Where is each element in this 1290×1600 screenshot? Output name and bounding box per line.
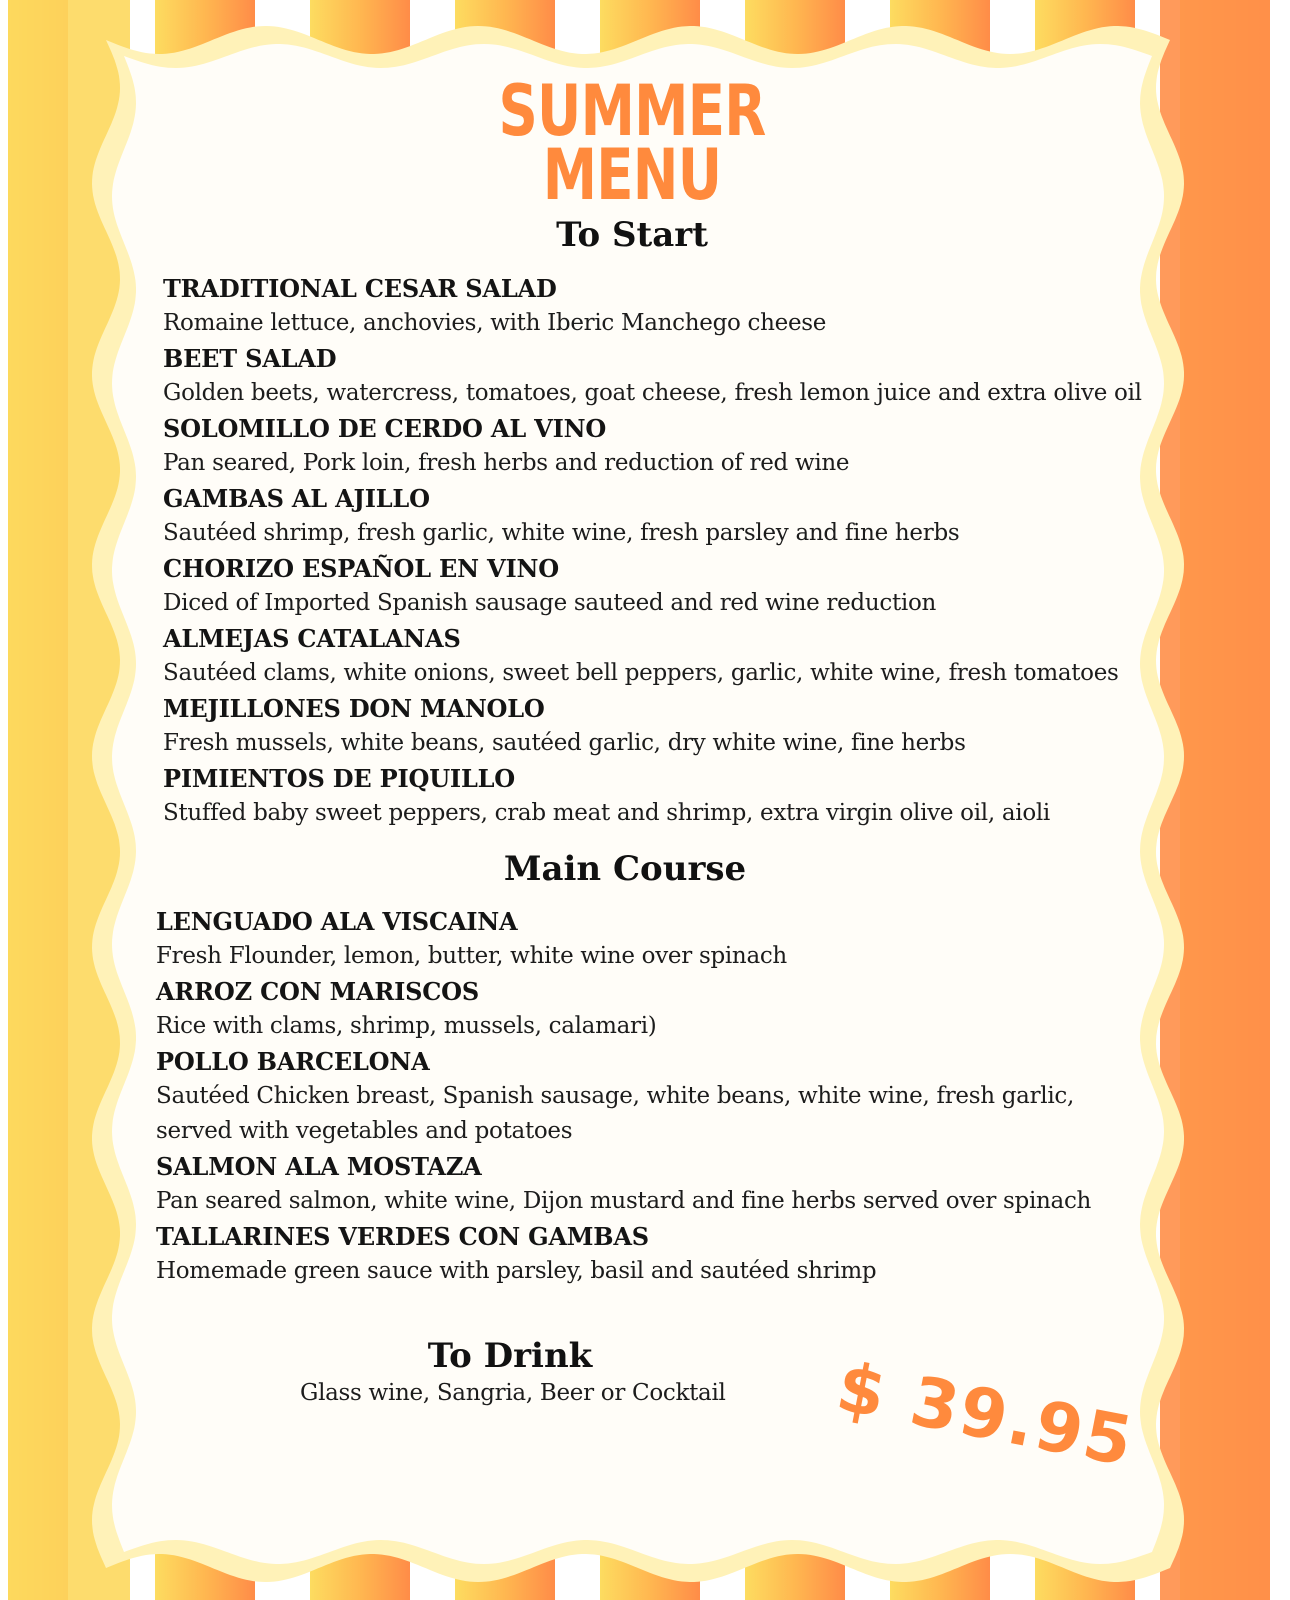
main-course-item-description: Homemade green sauce with parsley, basil and sautéed shrimp [156, 1258, 877, 1284]
to-start-item-description: Stuffed baby sweet peppers, crab meat and shrimp, extra virgin olive oil, aioli [163, 800, 1050, 826]
to-start-item-name: GAMBAS AL AJILLO [163, 484, 430, 513]
to-start-item-description: Pan seared, Pork loin, fresh herbs and reduction of red wine [163, 450, 850, 476]
main-course-item-name: LENGUADO ALA VISCAINA [156, 907, 518, 936]
to-start-item-name: BEET SALAD [163, 344, 337, 373]
main-course-item-name: ARROZ CON MARISCOS [156, 977, 480, 1006]
main-course-list [156, 904, 1106, 1289]
main-course-item-name: POLLO BARCELONA [156, 1047, 430, 1076]
to-start-item-name: MEJILLONES DON MANOLO [163, 694, 545, 723]
to-start-item-description: Sautéed shrimp, fresh garlic, white wine, fresh parsley and fine herbs [163, 520, 960, 546]
main-course-item-name: TALLARINES VERDES CON GAMBAS [156, 1222, 649, 1251]
to-drink-heading: To Drink [427, 1336, 593, 1376]
price-tag: $ 39.95 [830, 1347, 1141, 1483]
to-start-item-name: CHORIZO ESPAÑOL EN VINO [163, 554, 559, 583]
main-course-item-description: Pan seared salmon, white wine, Dijon mustard and fine herbs served over spinach [156, 1188, 1092, 1214]
to-drink-description: Glass wine, Sangria, Beer or Cocktail [300, 1380, 726, 1406]
to-start-item-description: Diced of Imported Spanish sausage sauteed and red wine reduction [163, 590, 937, 616]
to-start-item-description: Fresh mussels, white beans, sautéed garlic, dry white wine, fine herbs [163, 730, 966, 756]
main-course-item-name: SALMON ALA MOSTAZA [156, 1152, 482, 1181]
main-course-item-description: Fresh Flounder, lemon, butter, white wine over spinach [156, 943, 787, 969]
to-start-item-name: TRADITIONAL CESAR SALAD [163, 274, 557, 303]
main-course-item-description: Sautéed Chicken breast, Spanish sausage, white beans, white wine, fresh garlic, served with vegetables and potatoes [156, 1083, 1074, 1144]
to-start-item-description: Golden beets, watercress, tomatoes, goat cheese, fresh lemon juice and extra olive oil [163, 380, 1142, 406]
main-course-heading: Main Course [503, 849, 747, 889]
to-start-item-description: Romaine lettuce, anchovies, with Iberic Manchego cheese [163, 310, 827, 336]
to-start-heading: To Start [556, 215, 708, 255]
main-course-item-description: Rice with clams, shrimp, mussels, calamari) [156, 1013, 657, 1039]
to-start-item-name: SOLOMILLO DE CERDO AL VINO [163, 414, 607, 443]
to-start-item-name: PIMIENTOS DE PIQUILLO [163, 764, 516, 793]
title-line-summer: SUMMER [498, 70, 766, 152]
to-start-list [163, 271, 1142, 831]
to-start-item-name: ALMEJAS CATALANAS [163, 624, 461, 653]
title-line-menu: MENU [542, 134, 722, 216]
to-start-item-description: Sautéed clams, white onions, sweet bell peppers, garlic, white wine, fresh tomatoes [163, 660, 1119, 686]
